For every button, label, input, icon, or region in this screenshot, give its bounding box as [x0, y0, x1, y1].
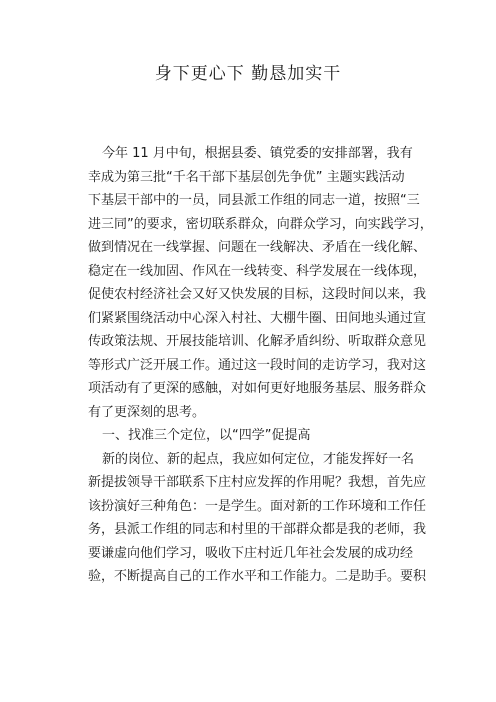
- text-line: 下基层干部中的一员，同县派工作组的同志一道，按照“三: [88, 193, 420, 208]
- text-line: 新提拔领导干部联系下庄村应发挥的作用呢？我想，首先应: [88, 475, 427, 490]
- text-line: 有了更深刻的思考。: [88, 404, 206, 420]
- text-line: 项活动有了更深的感触，对如何更好地服务基层、服务群众: [88, 381, 427, 396]
- text-line: 促使农村经济社会又好又快发展的目标，这段时间以来，我: [88, 287, 427, 302]
- text-line: 要谦虚向他们学习，吸收下庄村近几年社会发展的成功经: [88, 545, 414, 561]
- text-line: 务，县派工作组的同志和村里的干部群众都是我的老师，我: [88, 522, 427, 537]
- text-line: 们紧紧围绕活动中心深入村社、大棚牛圈、田间地头通过宣: [88, 310, 427, 326]
- text-line: 进三同”的要求，密切联系群众，向群众学习，向实践学习，: [88, 216, 433, 232]
- document-body: [88, 142, 433, 589]
- text-line: 做到情况在一线掌握、问题在一线解决、矛盾在一线化解、: [88, 240, 427, 255]
- text-line: 新的岗位、新的起点，我应如何定位，才能发挥好一名: [102, 451, 415, 467]
- document-title: 身下更心下 勤恳加实干: [154, 64, 342, 84]
- text-line: 验，不断提高自己的工作水平和工作能力。二是助手。要积: [88, 569, 427, 584]
- section-heading: 一、找准三个定位，以“四学”促提高: [102, 428, 311, 443]
- text-line: 幸成为第三批“千名干部下基层创先争优” 主题实践活动: [88, 169, 405, 185]
- text-line: 今年 11 月中旬，根据县委、镇党委的安排部署，我有: [102, 146, 413, 161]
- text-line: 稳定在一线加固、作风在一线转变、科学发展在一线体现，: [88, 263, 427, 279]
- text-line: 该扮演好三种角色：一是学生。面对新的工作环境和工作任: [88, 498, 427, 514]
- text-line: 等形式广泛开展工作。通过这一段时间的走访学习，我对这: [88, 357, 427, 373]
- text-line: 传政策法规、开展技能培训、化解矛盾纠纷、听取群众意见: [88, 334, 427, 349]
